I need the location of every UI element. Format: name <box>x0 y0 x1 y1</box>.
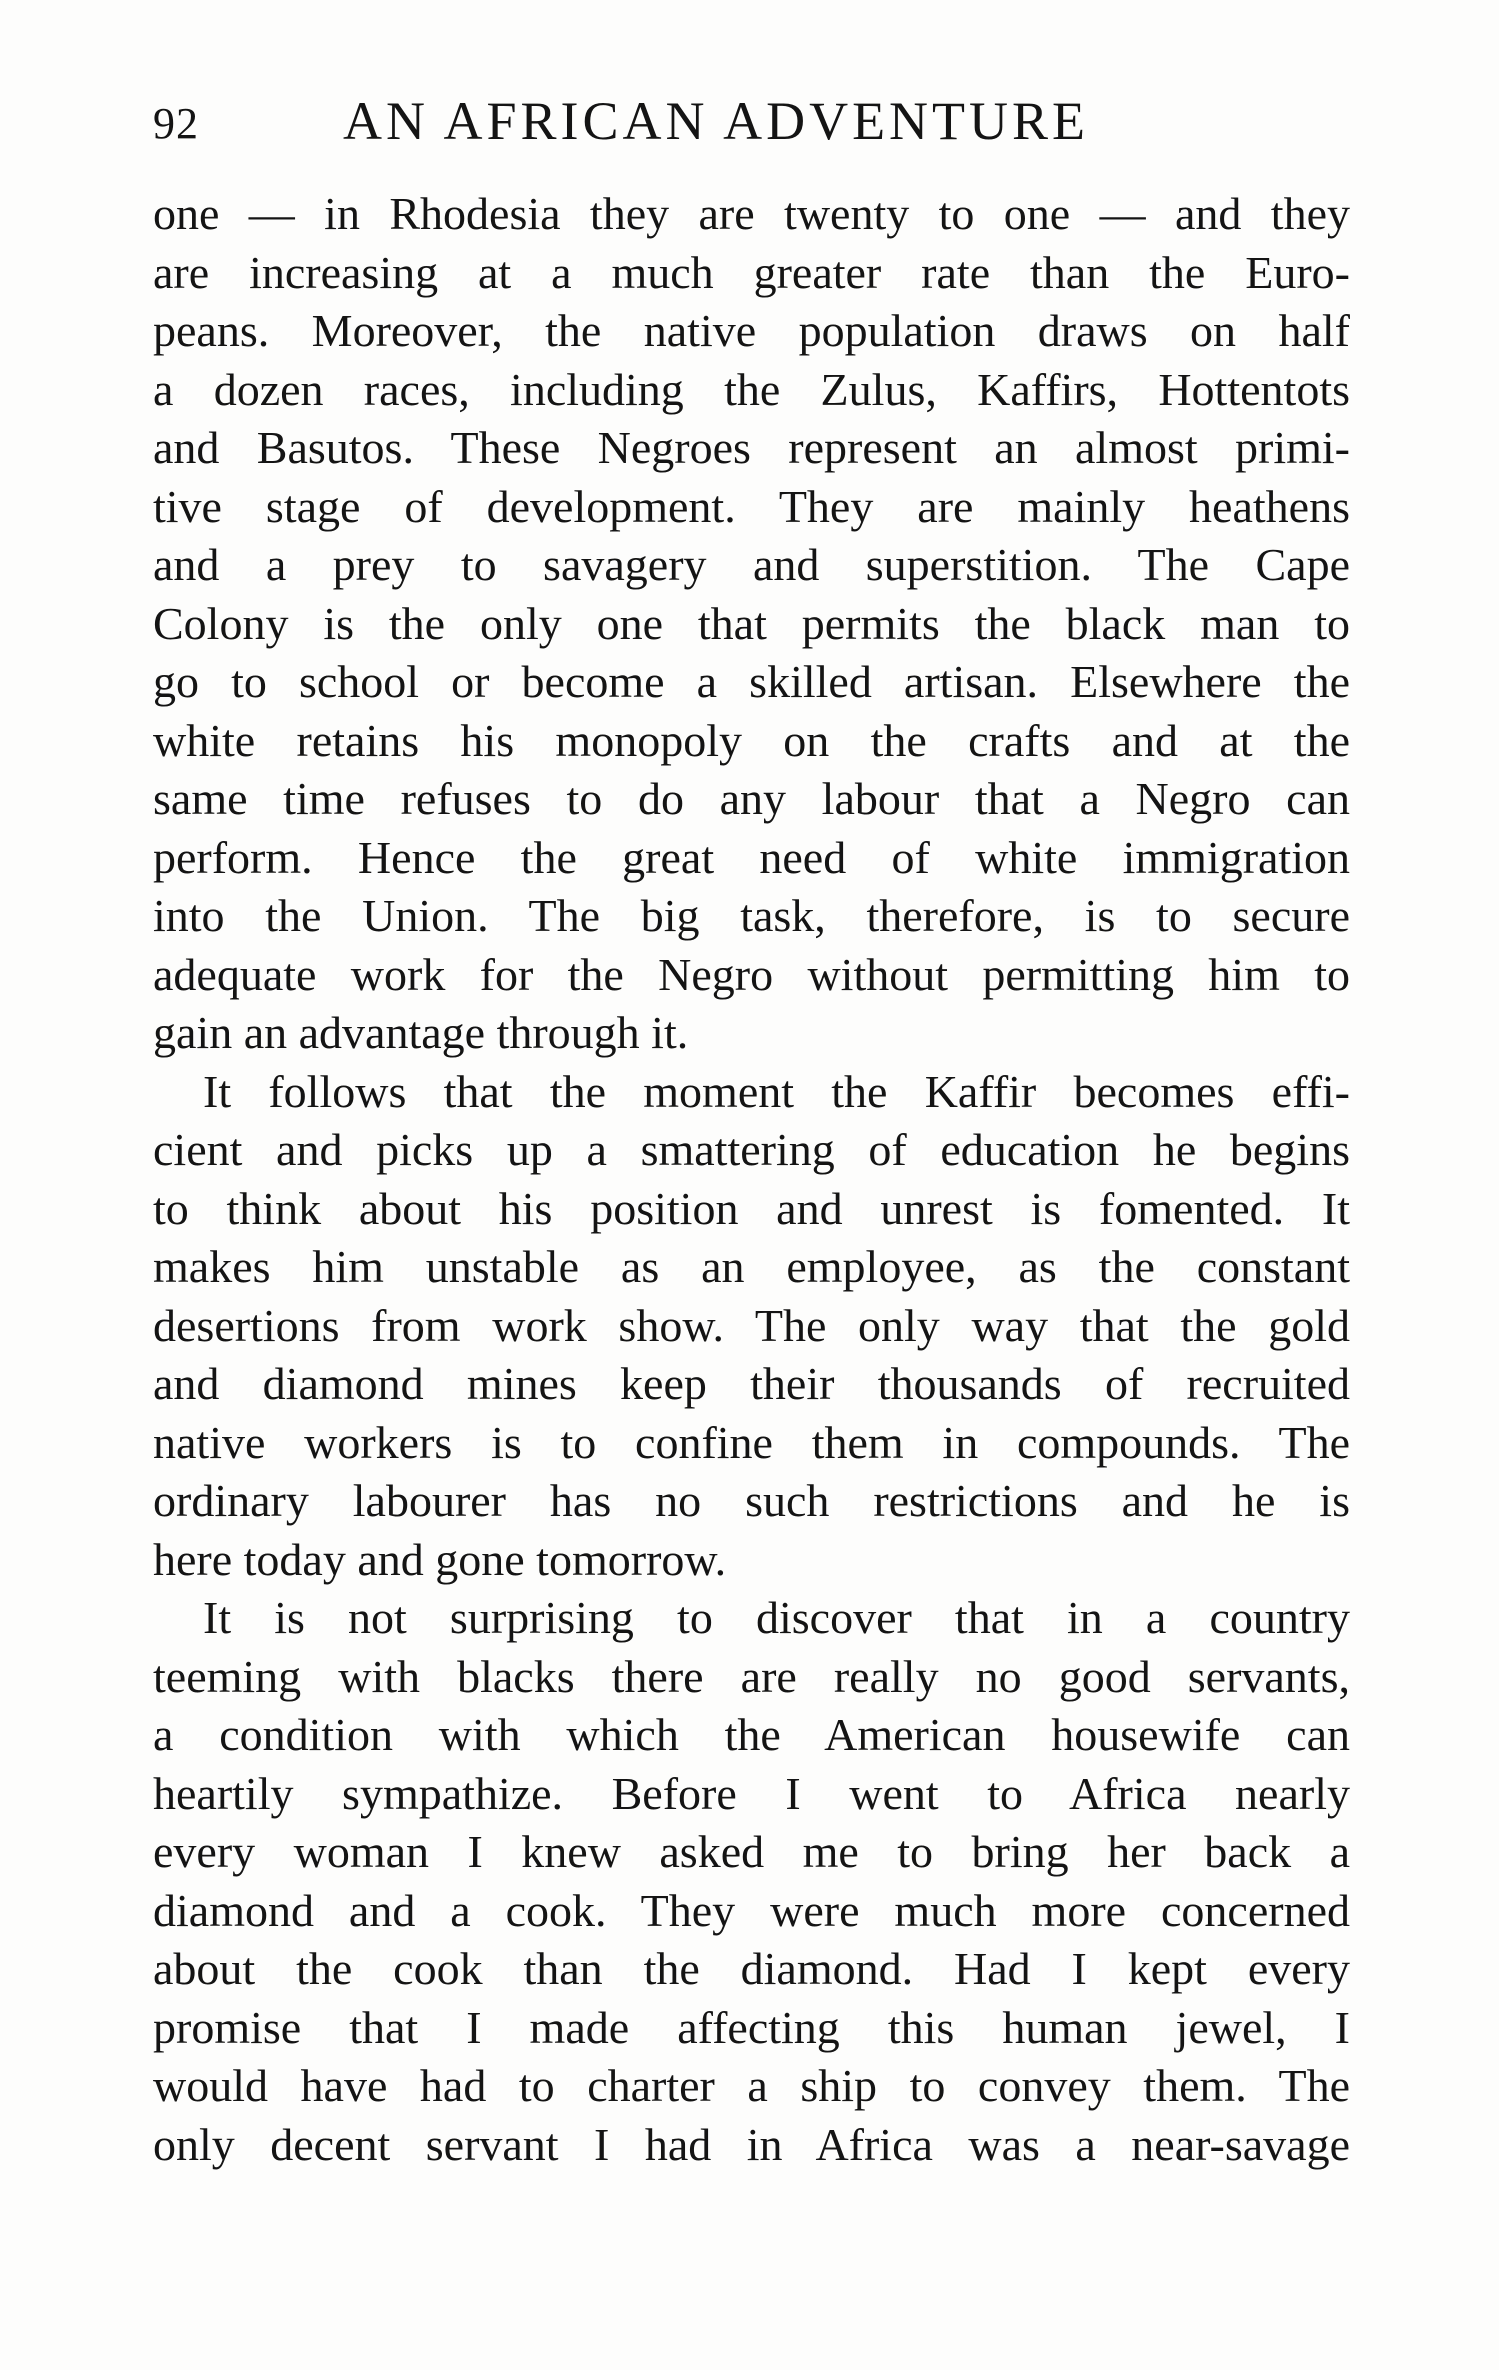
body-text <box>153 185 1350 2174</box>
text-line: ordinary labourer has no such restrictions and he is <box>153 1475 1350 1526</box>
text-line: Colony is the only one that permits the black man to <box>153 597 1350 649</box>
text-line: tive stage of development. They are mainly heathens <box>153 480 1350 532</box>
text-line: to think about his position and unrest is fomented. It <box>153 1182 1350 1234</box>
text-line: and a prey to savagery and superstition. The Cape <box>153 539 1350 590</box>
text-line: into the Union. The big task, therefore, is to secure <box>153 890 1350 941</box>
text-line: native workers is to confine them in compounds. The <box>153 1416 1350 1468</box>
text-line: makes him unstable as an employee, as the constant <box>153 1241 1350 1292</box>
running-head <box>153 90 1353 160</box>
text-line: white retains his monopoly on the crafts and at the <box>153 714 1350 766</box>
text-line: go to school or become a skilled artisan. Elsewhere the <box>153 656 1350 707</box>
text-line: It is not surprising to discover that in a country <box>203 1592 1350 1643</box>
text-line: would have had to charter a ship to convey them. The <box>153 2060 1350 2111</box>
text-line: and diamond mines keep their thousands of recruited <box>153 1358 1350 1409</box>
text-line: every woman I knew asked me to bring her back a <box>153 1826 1350 1877</box>
text-line: peans. Moreover, the native population draws on half <box>153 305 1350 356</box>
text-line: heartily sympathize. Before I went to Africa nearly <box>153 1767 1350 1819</box>
text-line: only decent servant I had in Africa was a near-savage <box>153 2118 1350 2170</box>
text-line: and Basutos. These Negroes represent an almost primi- <box>153 422 1350 473</box>
text-line: perform. Hence the great need of white immigration <box>153 831 1350 883</box>
running-title: AN AFRICAN ADVENTURE <box>343 91 1090 151</box>
text-line: here today and gone tomorrow. <box>153 1533 727 1585</box>
text-line: diamond and a cook. They were much more concerned <box>153 1884 1350 1936</box>
text-line: a condition with which the American housewife can <box>153 1709 1350 1760</box>
text-line: gain an advantage through it. <box>153 1007 689 1058</box>
text-line: are increasing at a much greater rate than the Euro- <box>153 246 1350 298</box>
text-line: It follows that the moment the Kaffir becomes effi- <box>203 1065 1350 1117</box>
page-number: 92 <box>153 99 199 148</box>
text-line: cient and picks up a smattering of education he begins <box>153 1124 1350 1175</box>
text-line: one — in Rhodesia they are twenty to one — and they <box>153 188 1350 239</box>
text-line: teeming with blacks there are really no good servants, <box>153 1650 1350 1702</box>
text-line: same time refuses to do any labour that a Negro can <box>153 773 1350 824</box>
text-line: about the cook than the diamond. Had I kept every <box>153 1943 1350 1994</box>
text-line: adequate work for the Negro without permitting him to <box>153 948 1350 1000</box>
text-line: promise that I made affecting this human jewel, I <box>153 2001 1350 2053</box>
text-line: a dozen races, including the Zulus, Kaffirs, Hottentots <box>153 363 1350 415</box>
text-line: desertions from work show. The only way that the gold <box>153 1299 1350 1351</box>
